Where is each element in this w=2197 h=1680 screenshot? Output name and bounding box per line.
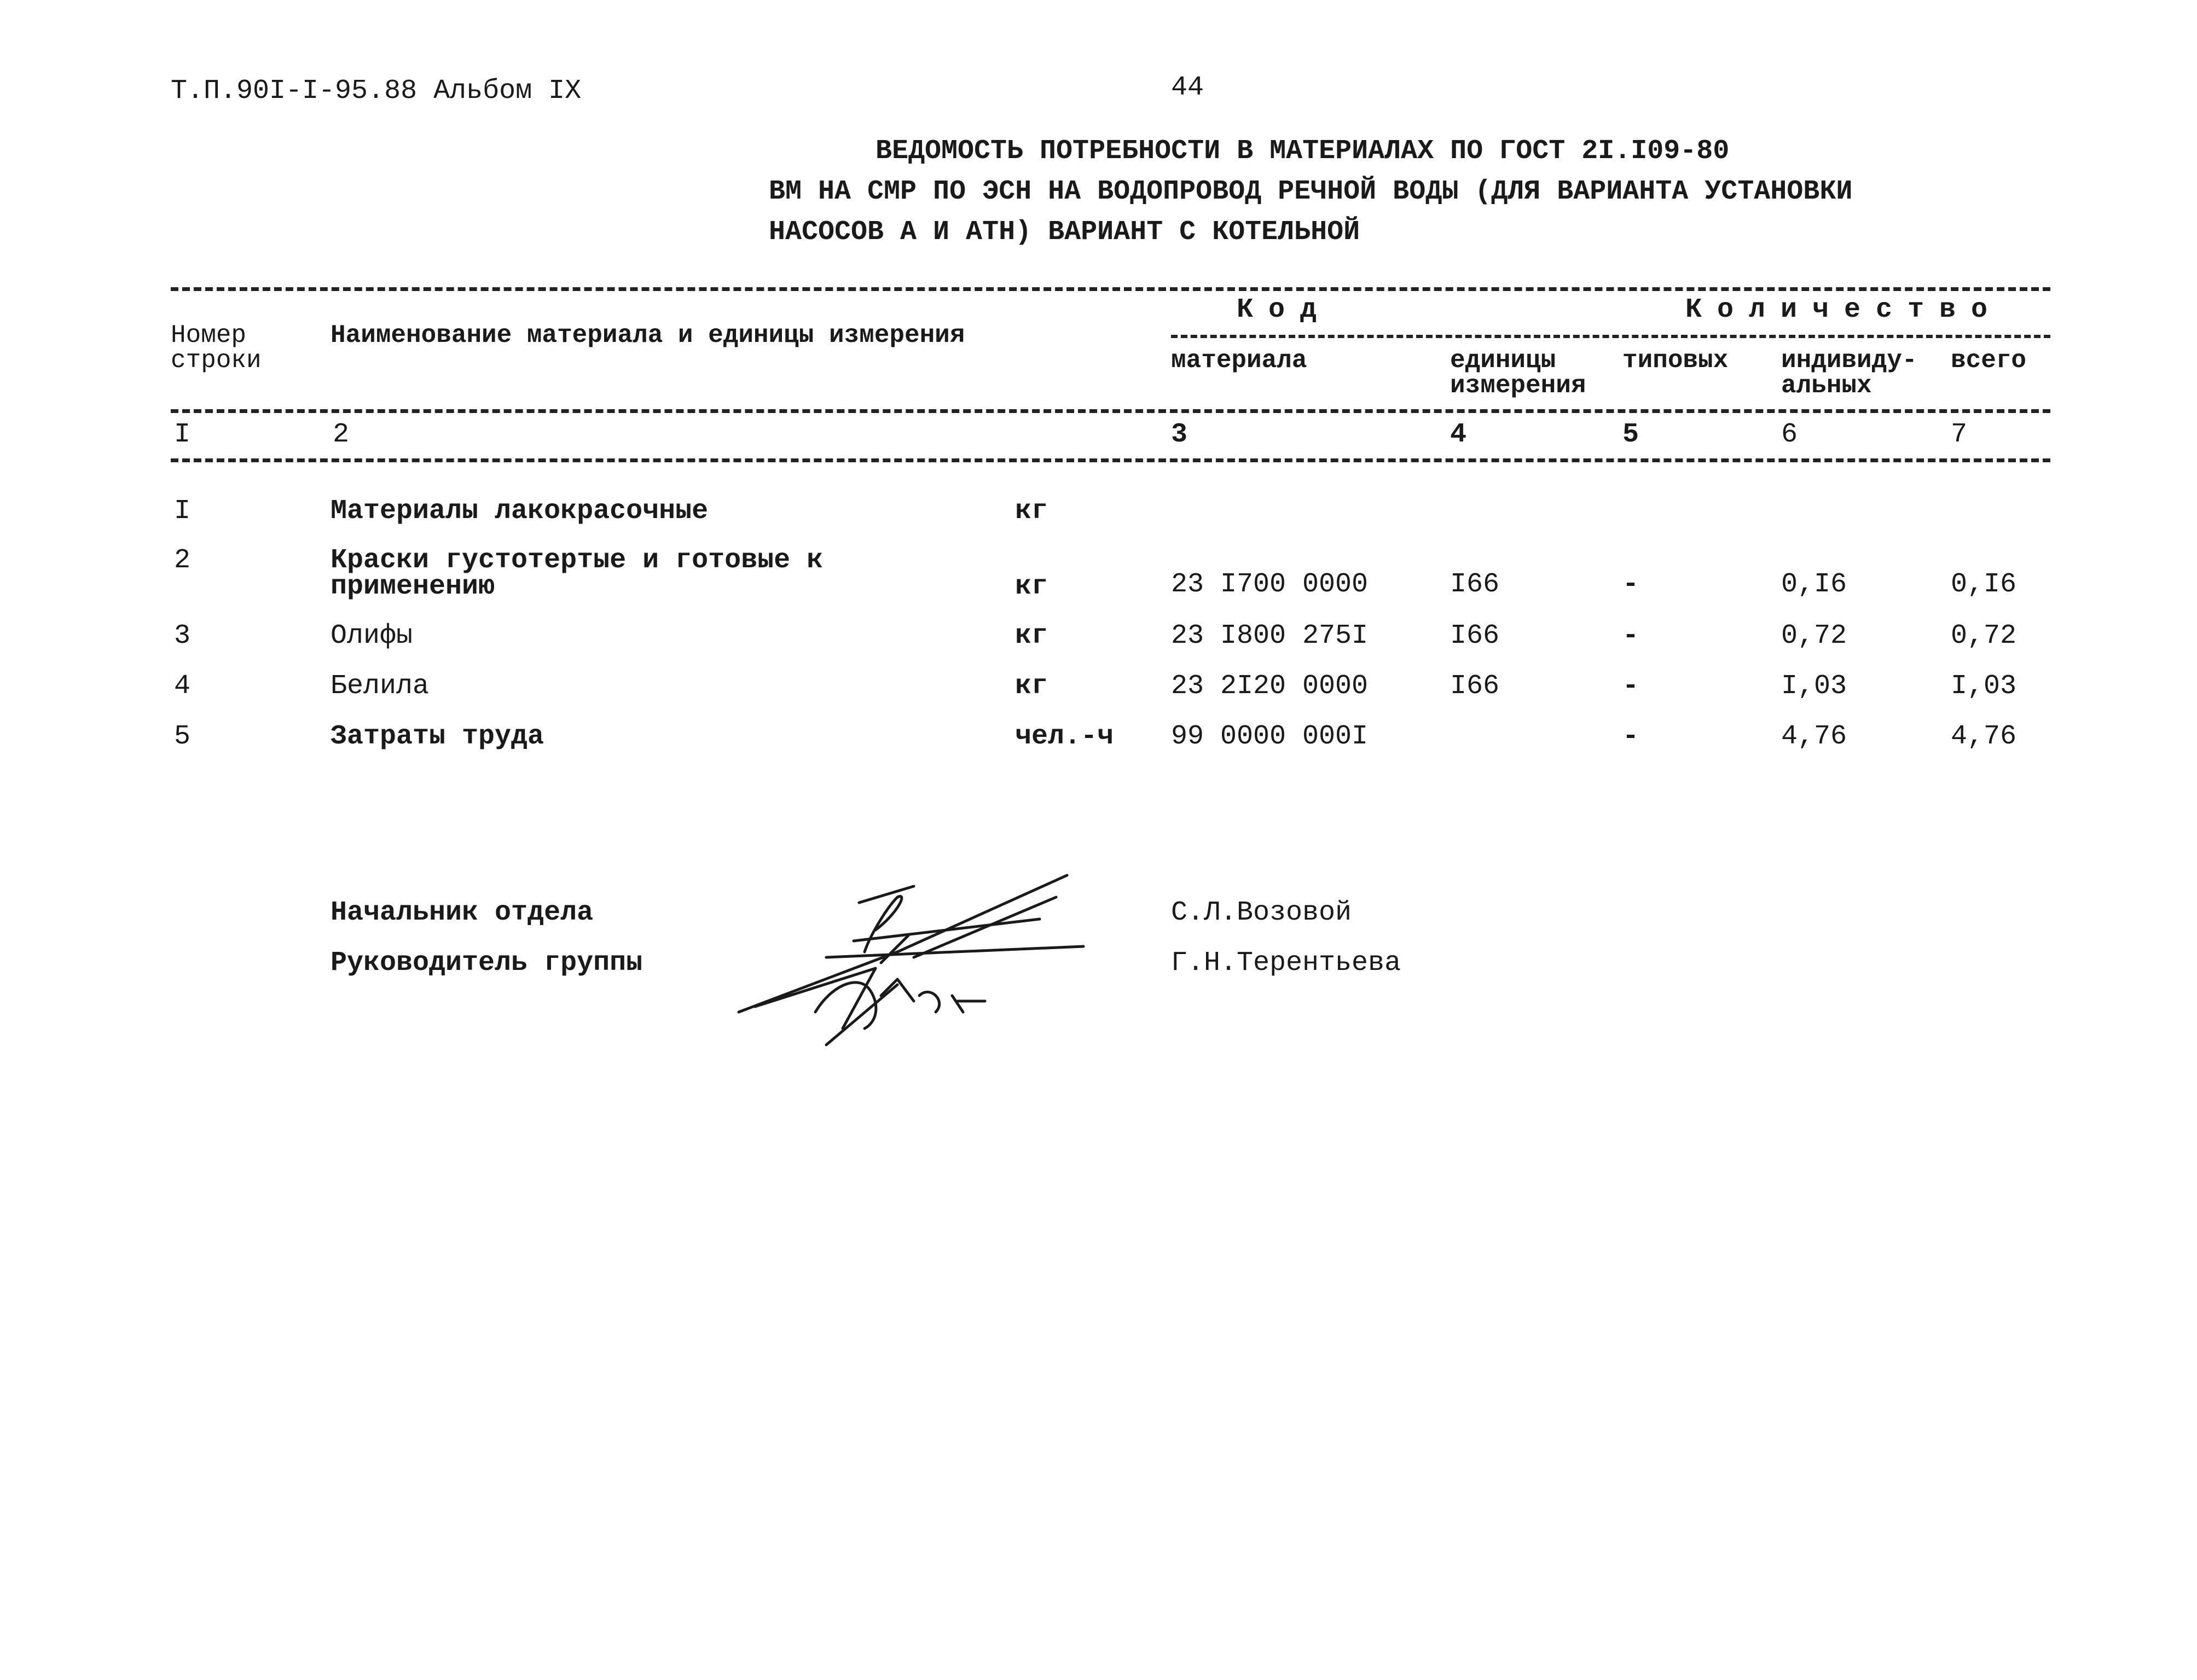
header-individual-line2: альных — [1781, 371, 1872, 400]
header-unit-code-line1: единицы — [1450, 346, 1556, 375]
unit: чел.-ч — [1015, 721, 1114, 752]
total-qty: 0,I6 — [1951, 569, 2017, 600]
column-number: 7 — [1951, 419, 1968, 450]
typical-qty: - — [1622, 671, 1639, 702]
material-name: Материалы лакокрасочные — [331, 496, 709, 527]
individual-qty: 0,72 — [1781, 620, 1847, 652]
signature-role: Начальник отдела — [331, 897, 594, 928]
row-number: 4 — [174, 671, 191, 702]
column-number: 3 — [1171, 419, 1188, 450]
header-row-no-line1: Номер — [171, 321, 247, 350]
document-reference: Т.П.90I-I-95.88 Альбом IX — [171, 75, 582, 107]
column-number: 5 — [1622, 419, 1639, 450]
typical-qty: - — [1622, 569, 1639, 600]
header-total: всего — [1951, 346, 2027, 375]
individual-qty: 4,76 — [1781, 721, 1847, 752]
material-code: 23 I800 275I — [1171, 620, 1369, 652]
signature-role: Руководитель группы — [331, 947, 643, 979]
column-number: 2 — [333, 419, 350, 450]
page-number: 44 — [1171, 72, 1204, 103]
typical-qty: - — [1622, 620, 1639, 652]
unit: кг — [1015, 620, 1048, 652]
column-number: 6 — [1781, 419, 1798, 450]
signatory-name: Г.Н.Терентьева — [1171, 947, 1401, 979]
unit: кг — [1015, 571, 1048, 602]
unit-code: I66 — [1450, 569, 1500, 600]
header-material-code: материала — [1171, 346, 1307, 375]
material-code: 99 0000 000I — [1171, 721, 1369, 752]
signature-stroke — [739, 952, 897, 1012]
row-number: 5 — [174, 721, 191, 752]
header-name: Наименование материала и единицы измерения — [331, 321, 965, 350]
group-header-rule — [1171, 335, 2050, 338]
material-name: Краски густотертые и готовые к — [331, 545, 824, 576]
column-number: I — [174, 419, 191, 450]
handwritten-signature — [733, 864, 1127, 1050]
material-name: Затраты труда — [331, 721, 544, 752]
header-bottom-rule — [171, 409, 2050, 413]
column-number: 4 — [1450, 419, 1467, 450]
title-line-2: ВМ НА СМР ПО ЭСН НА ВОДОПРОВОД РЕЧНОЙ ВОДЫ (ДЛЯ ВАРИАНТА УСТАНОВКИ — [769, 176, 1853, 207]
signatory-name: С.Л.Возовой — [1171, 897, 1352, 928]
material-name: Белила — [331, 671, 430, 702]
signature-stroke — [859, 886, 914, 952]
code-group-header: Код — [1237, 294, 1332, 325]
unit-code: I66 — [1450, 620, 1500, 652]
signature-stroke — [815, 979, 985, 1028]
column-numbers-rule — [171, 458, 2050, 462]
header-row-no-line2: строки — [171, 346, 262, 375]
total-qty: 4,76 — [1951, 721, 2017, 752]
total-qty: I,03 — [1951, 671, 2017, 702]
individual-qty: I,03 — [1781, 671, 1847, 702]
typical-qty: - — [1622, 721, 1639, 752]
unit-code: I66 — [1450, 671, 1500, 702]
total-qty: 0,72 — [1951, 620, 2017, 652]
table-top-rule — [171, 287, 2050, 291]
individual-qty: 0,I6 — [1781, 569, 1847, 600]
quantity-group-header: Количество — [1685, 294, 2003, 325]
material-name: Олифы — [331, 620, 413, 652]
header-typical: типовых — [1622, 346, 1729, 375]
row-number: 2 — [174, 545, 191, 576]
row-number: 3 — [174, 620, 191, 652]
header-unit-code-line2: измерения — [1450, 371, 1586, 400]
signature-stroke — [897, 875, 1067, 957]
row-number: I — [174, 496, 191, 527]
material-name: применению — [331, 571, 495, 602]
unit: кг — [1015, 496, 1048, 527]
material-code: 23 I700 0000 — [1171, 569, 1369, 600]
unit: кг — [1015, 671, 1048, 702]
title-line-1: ВЕДОМОСТЬ ПОТРЕБНОСТИ В МАТЕРИАЛАХ ПО ГОСТ 2I.I09-80 — [876, 136, 1730, 167]
material-code: 23 2I20 0000 — [1171, 671, 1369, 702]
header-individual-line1: индивиду- — [1781, 346, 1917, 375]
title-line-3: НАСОСОВ А И АТН) ВАРИАНТ С КОТЕЛЬНОЙ — [769, 217, 1360, 248]
